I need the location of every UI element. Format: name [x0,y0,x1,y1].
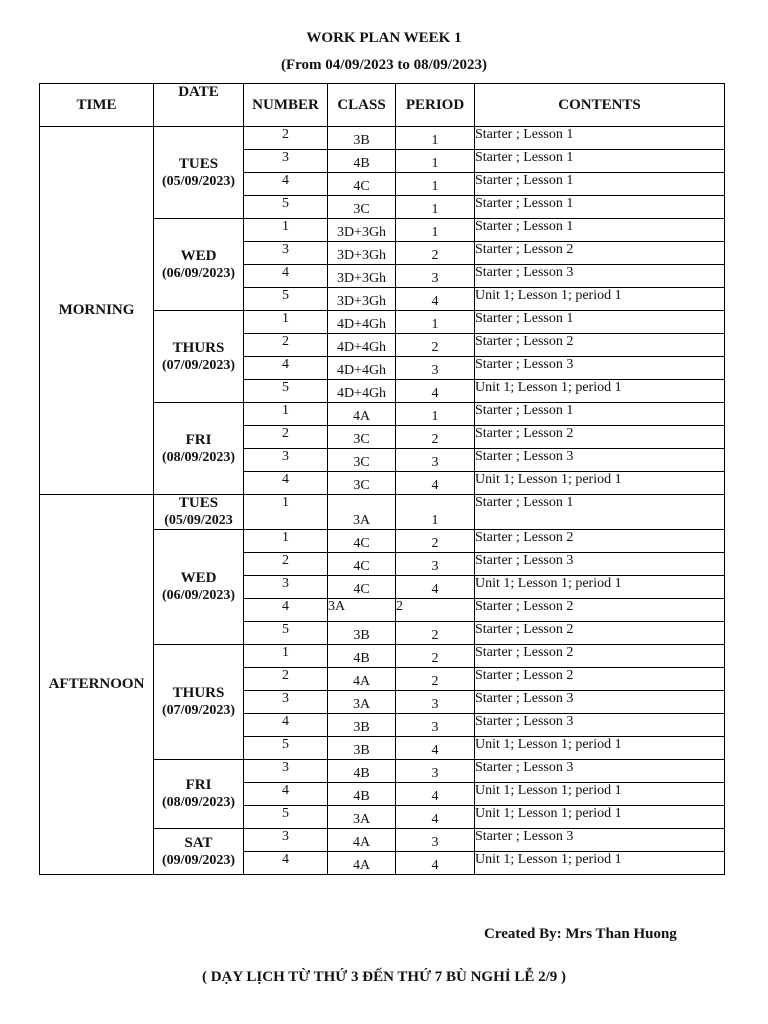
lesson-number: 2 [244,553,328,576]
period-cell: 1 [396,196,475,219]
lesson-number: 1 [244,219,328,242]
class-cell: 3B [328,714,396,737]
day-name: THURS [172,685,225,701]
table-header [40,84,725,127]
class-cell: 3D+3Gh [328,288,396,311]
period-cell: 2 [396,668,475,691]
period-cell: 3 [396,553,475,576]
period-cell: 1 [396,219,475,242]
contents-cell: Starter ; Lesson 2 [475,242,725,265]
period-cell: 4 [396,380,475,403]
period-cell: 4 [396,806,475,829]
lesson-number: 2 [244,334,328,357]
period-cell: 2 [396,242,475,265]
page-title: WORK PLAN WEEK 1 [306,30,462,46]
day-date: (06/09/2023) [161,588,236,603]
contents-cell: Starter ; Lesson 3 [475,829,725,852]
class-cell: 3B [328,127,396,150]
lesson-number: 1 [244,495,328,530]
period-cell: 1 [396,173,475,196]
day-cell [154,530,244,645]
contents-cell: Starter ; Lesson 1 [475,150,725,173]
contents-cell: Unit 1; Lesson 1; period 1 [475,472,725,495]
contents-cell: Unit 1; Lesson 1; period 1 [475,852,725,875]
contents-cell: Starter ; Lesson 2 [475,530,725,553]
day-name: THURS [172,339,225,356]
day-cell [154,495,244,530]
period-cell: 3 [396,449,475,472]
period-cell: 2 [396,334,475,357]
contents-cell: Starter ; Lesson 3 [475,449,725,472]
contents-cell: Starter ; Lesson 3 [475,691,725,714]
class-cell: 3A [328,599,396,622]
contents-cell: Starter ; Lesson 1 [475,311,725,334]
class-cell: 4D+4Gh [328,311,396,334]
contents-cell: Starter ; Lesson 3 [475,357,725,380]
lesson-number: 4 [244,173,328,196]
period-cell: 1 [396,403,475,426]
period-cell: 3 [396,265,475,288]
day-cell [154,311,244,403]
period-cell: 3 [396,760,475,783]
header-class: CLASS [328,84,396,127]
lesson-number: 5 [244,380,328,403]
table-row [40,495,725,530]
day-cell [154,127,244,219]
period-cell: 3 [396,714,475,737]
period-cell: 2 [396,599,475,622]
day-date: (08/09/2023) [161,795,236,810]
contents-cell: Starter ; Lesson 3 [475,714,725,737]
day-date: (07/09/2023) [161,703,236,718]
header-time: TIME [40,84,154,127]
class-cell: 4A [328,852,396,875]
period-cell: 4 [396,783,475,806]
period-cell: 1 [396,150,475,173]
table-row [40,127,725,150]
contents-cell: Starter ; Lesson 1 [475,219,725,242]
period-cell: 3 [396,357,475,380]
class-cell: 4B [328,783,396,806]
period-cell: 1 [396,311,475,334]
lesson-number: 2 [244,668,328,691]
contents-cell: Starter ; Lesson 1 [475,173,725,196]
class-cell: 4D+4Gh [328,357,396,380]
lesson-number: 1 [244,311,328,334]
class-cell: 3D+3Gh [328,265,396,288]
day-name: WED [180,570,217,586]
class-cell: 4C [328,576,396,599]
class-cell: 3B [328,737,396,760]
lesson-number: 3 [244,242,328,265]
period-cell: 2 [396,530,475,553]
class-cell: 4D+4Gh [328,380,396,403]
day-cell [154,219,244,311]
lesson-number: 4 [244,599,328,622]
period-cell: 2 [396,426,475,449]
contents-cell: Starter ; Lesson 3 [475,760,725,783]
lesson-number: 3 [244,691,328,714]
class-cell: 4B [328,150,396,173]
class-cell: 4A [328,829,396,852]
class-cell: 3D+3Gh [328,242,396,265]
period-cell: 3 [396,691,475,714]
lesson-number: 3 [244,829,328,852]
class-cell: 3B [328,622,396,645]
day-cell [154,403,244,495]
period-cell: 4 [396,288,475,311]
lesson-number: 3 [244,449,328,472]
day-cell [154,760,244,829]
lesson-number: 1 [244,530,328,553]
day-date: (08/09/2023) [161,449,236,465]
class-cell: 3A [328,691,396,714]
day-date: (09/09/2023) [161,852,236,868]
lesson-number: 5 [244,288,328,311]
period-cell: 4 [396,852,475,875]
day-date: (05/09/2023 [164,513,233,528]
page-subtitle: (From 04/09/2023 to 08/09/2023) [281,57,487,73]
class-cell: 3C [328,449,396,472]
day-name: TUES [178,155,219,172]
class-cell: 3C [328,472,396,495]
contents-cell: Starter ; Lesson 3 [475,265,725,288]
lesson-number: 4 [244,357,328,380]
contents-cell: Unit 1; Lesson 1; period 1 [475,737,725,760]
class-cell: 4A [328,403,396,426]
lesson-number: 4 [244,852,328,875]
period-cell: 4 [396,472,475,495]
lesson-number: 1 [244,403,328,426]
lesson-number: 3 [244,760,328,783]
class-cell: 4C [328,553,396,576]
period-cell: 2 [396,622,475,645]
work-plan-table [39,83,725,875]
period-cell: 4 [396,737,475,760]
period-cell: 1 [396,127,475,150]
contents-cell: Unit 1; Lesson 1; period 1 [475,806,725,829]
header-contents: CONTENTS [475,84,725,127]
contents-cell: Starter ; Lesson 1 [475,495,725,530]
period-cell: 1 [396,495,475,530]
contents-cell: Starter ; Lesson 2 [475,622,725,645]
class-cell: 4C [328,173,396,196]
header-period: PERIOD [396,84,475,127]
class-cell: 4B [328,645,396,668]
day-name: WED [180,247,217,264]
day-date: (06/09/2023) [161,265,236,281]
created-by: Created By: Mrs Than Huong [484,926,677,942]
lesson-number: 4 [244,783,328,806]
contents-cell: Starter ; Lesson 1 [475,403,725,426]
day-name: TUES [178,495,219,511]
day-name: SAT [184,834,213,851]
period-cell: 3 [396,829,475,852]
contents-cell: Unit 1; Lesson 1; period 1 [475,783,725,806]
contents-cell: Starter ; Lesson 2 [475,426,725,449]
lesson-number: 5 [244,737,328,760]
contents-cell: Starter ; Lesson 2 [475,668,725,691]
class-cell: 3A [328,806,396,829]
contents-cell: Unit 1; Lesson 1; period 1 [475,288,725,311]
header-number: NUMBER [244,84,328,127]
contents-cell: Starter ; Lesson 1 [475,127,725,150]
header-date: DATE [154,84,244,127]
lesson-number: 5 [244,622,328,645]
lesson-number: 3 [244,150,328,173]
class-cell: 3A [328,495,396,530]
class-cell: 4A [328,668,396,691]
lesson-number: 3 [244,576,328,599]
class-cell: 3D+3Gh [328,219,396,242]
class-cell: 4D+4Gh [328,334,396,357]
day-name: FRI [185,777,212,793]
schedule-note: ( DẠY LỊCH TỪ THỨ 3 ĐẾN THỨ 7 BÙ NGHỈ LỄ 2/9 ) [201,969,567,985]
lesson-number: 2 [244,426,328,449]
period-cell: 4 [396,576,475,599]
day-date: (05/09/2023) [161,173,236,189]
contents-cell: Starter ; Lesson 2 [475,334,725,357]
contents-cell: Starter ; Lesson 1 [475,196,725,219]
day-name: FRI [185,431,212,448]
session-label: MORNING [40,127,154,495]
lesson-number: 4 [244,265,328,288]
day-cell [154,829,244,875]
lesson-number: 2 [244,127,328,150]
lesson-number: 5 [244,806,328,829]
lesson-number: 4 [244,714,328,737]
contents-cell: Unit 1; Lesson 1; period 1 [475,380,725,403]
lesson-number: 1 [244,645,328,668]
contents-cell: Starter ; Lesson 2 [475,599,725,622]
class-cell: 4C [328,530,396,553]
contents-cell: Unit 1; Lesson 1; period 1 [475,576,725,599]
lesson-number: 5 [244,196,328,219]
class-cell: 3C [328,426,396,449]
class-cell: 3C [328,196,396,219]
contents-cell: Starter ; Lesson 3 [475,553,725,576]
table-body [40,127,725,875]
session-label: AFTERNOON [40,495,154,875]
lesson-number: 4 [244,472,328,495]
contents-cell: Starter ; Lesson 2 [475,645,725,668]
class-cell: 4B [328,760,396,783]
day-cell [154,645,244,760]
day-date: (07/09/2023) [161,357,236,373]
period-cell: 2 [396,645,475,668]
